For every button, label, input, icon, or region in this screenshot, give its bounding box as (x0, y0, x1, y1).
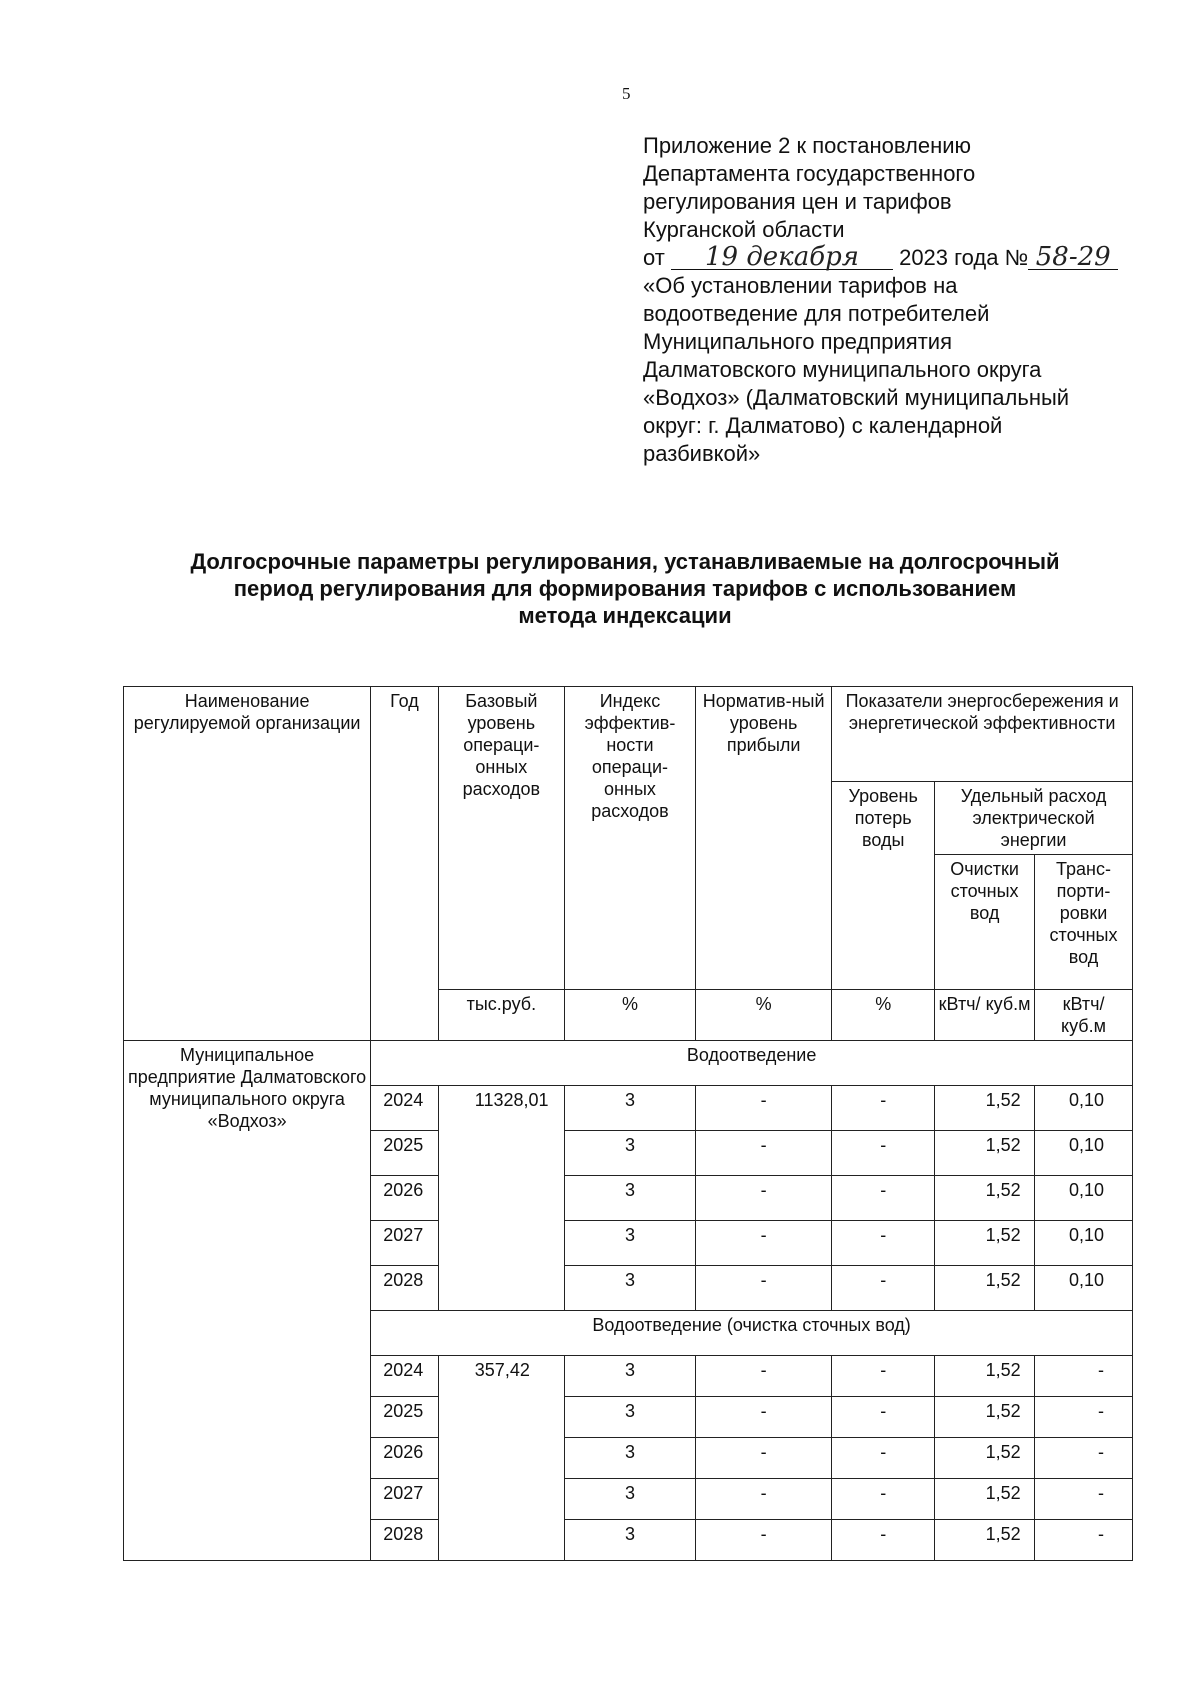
unit-transport: кВтч/ куб.м (1035, 990, 1133, 1041)
unit-index: % (564, 990, 695, 1041)
header-transport: Транс-порти-ровки сточных вод (1035, 855, 1133, 990)
header-treatment: Очистки сточных вод (935, 855, 1035, 990)
group-name: Водоотведение (371, 1041, 1133, 1086)
cell-index: 3 (564, 1266, 695, 1311)
header-energy: Показатели энергосбережения и энергетической эффективности (832, 687, 1133, 782)
cell-loss: - (832, 1356, 935, 1397)
cell-treatment: 1,52 (935, 1131, 1035, 1176)
handwritten-date: 19 декабря (671, 245, 893, 270)
unit-treatment: кВтч/ куб.м (935, 990, 1035, 1041)
cell-year: 2026 (371, 1438, 439, 1479)
cell-base: 357,42 (438, 1356, 564, 1561)
cell-index: 3 (564, 1479, 695, 1520)
title-line: период регулирования для формирования тарифов с использованием (233, 576, 1017, 601)
cell-loss: - (832, 1176, 935, 1221)
header-base: Базовый уровень операци-онных расходов (438, 687, 564, 990)
appendix-date-line (643, 244, 1163, 272)
cell-index: 3 (564, 1397, 695, 1438)
year-label: 2023 года № (899, 245, 1029, 270)
cell-treatment: 1,52 (935, 1356, 1035, 1397)
appendix-header (643, 132, 1163, 468)
cell-transport: 0,10 (1035, 1086, 1133, 1131)
appendix-line: Далматовского муниципального округа (643, 357, 1042, 382)
cell-transport: 0,10 (1035, 1221, 1133, 1266)
cell-loss: - (832, 1086, 935, 1131)
cell-treatment: 1,52 (935, 1397, 1035, 1438)
cell-year: 2027 (371, 1479, 439, 1520)
cell-profit: - (696, 1438, 832, 1479)
cell-treatment: 1,52 (935, 1520, 1035, 1561)
cell-transport: - (1035, 1479, 1133, 1520)
cell-profit: - (696, 1086, 832, 1131)
cell-profit: - (696, 1176, 832, 1221)
cell-base: 11328,01 (438, 1086, 564, 1311)
unit-loss: % (832, 990, 935, 1041)
unit-profit: % (696, 990, 832, 1041)
from-label: от (643, 245, 665, 270)
cell-year: 2025 (371, 1131, 439, 1176)
cell-loss: - (832, 1479, 935, 1520)
cell-transport: 0,10 (1035, 1131, 1133, 1176)
appendix-line: водоотведение для потребителей (643, 301, 990, 326)
cell-profit: - (696, 1397, 832, 1438)
title-line: метода индексации (518, 603, 732, 628)
cell-loss: - (832, 1397, 935, 1438)
header-specific: Удельный расход электрической энергии (935, 782, 1133, 855)
header-index: Индекс эффектив-ности операци-онных расходов (564, 687, 695, 990)
cell-transport: - (1035, 1438, 1133, 1479)
header-profit: Норматив-ный уровень прибыли (696, 687, 832, 990)
cell-index: 3 (564, 1086, 695, 1131)
cell-transport: - (1035, 1356, 1133, 1397)
cell-index: 3 (564, 1131, 695, 1176)
cell-transport: - (1035, 1397, 1133, 1438)
cell-profit: - (696, 1520, 832, 1561)
cell-profit: - (696, 1221, 832, 1266)
cell-treatment: 1,52 (935, 1479, 1035, 1520)
handwritten-number: 58-29 (1028, 245, 1118, 270)
appendix-line: Департамента государственного (643, 161, 976, 186)
cell-year: 2024 (371, 1086, 439, 1131)
cell-year: 2028 (371, 1266, 439, 1311)
cell-treatment: 1,52 (935, 1221, 1035, 1266)
cell-loss: - (832, 1266, 935, 1311)
cell-index: 3 (564, 1176, 695, 1221)
header-loss: Уровень потерь воды (832, 782, 935, 990)
group-row (124, 1041, 1133, 1086)
header-org: Наименование регулируемой организации (124, 687, 371, 1041)
appendix-line: «Водхоз» (Далматовский муниципальный (643, 385, 1070, 410)
cell-treatment: 1,52 (935, 1266, 1035, 1311)
cell-index: 3 (564, 1520, 695, 1561)
cell-year: 2025 (371, 1397, 439, 1438)
cell-transport: 0,10 (1035, 1266, 1133, 1311)
appendix-line: Курганской области (643, 217, 845, 242)
cell-index: 3 (564, 1438, 695, 1479)
cell-year: 2024 (371, 1356, 439, 1397)
cell-treatment: 1,52 (935, 1176, 1035, 1221)
document-title (130, 548, 1120, 629)
cell-profit: - (696, 1356, 832, 1397)
cell-profit: - (696, 1479, 832, 1520)
cell-loss: - (832, 1131, 935, 1176)
cell-profit: - (696, 1266, 832, 1311)
appendix-line: Муниципального предприятия (643, 329, 952, 354)
appendix-line: регулирования цен и тарифов (643, 189, 952, 214)
cell-profit: - (696, 1131, 832, 1176)
appendix-line: «Об установлении тарифов на (643, 273, 958, 298)
header-row (124, 687, 1133, 782)
appendix-line: разбивкой» (643, 441, 761, 466)
organization-name: Муниципальное предприятие Далматовского муниципального округа «Водхоз» (124, 1041, 371, 1561)
cell-year: 2028 (371, 1520, 439, 1561)
cell-year: 2027 (371, 1221, 439, 1266)
cell-year: 2026 (371, 1176, 439, 1221)
cell-transport: - (1035, 1520, 1133, 1561)
page-number: 5 (622, 84, 631, 103)
cell-transport: 0,10 (1035, 1176, 1133, 1221)
cell-index: 3 (564, 1221, 695, 1266)
cell-treatment: 1,52 (935, 1438, 1035, 1479)
header-year: Год (371, 687, 439, 1041)
cell-index: 3 (564, 1356, 695, 1397)
parameters-table (123, 686, 1133, 1561)
cell-loss: - (832, 1520, 935, 1561)
title-line: Долгосрочные параметры регулирования, устанавливаемые на долгосрочный (190, 549, 1060, 574)
appendix-line: Приложение 2 к постановлению (643, 133, 972, 158)
unit-base: тыс.руб. (438, 990, 564, 1041)
cell-loss: - (832, 1438, 935, 1479)
group-name: Водоотведение (очистка сточных вод) (371, 1311, 1133, 1356)
appendix-line: округ: г. Далматово) с календарной (643, 413, 1003, 438)
cell-treatment: 1,52 (935, 1086, 1035, 1131)
cell-loss: - (832, 1221, 935, 1266)
